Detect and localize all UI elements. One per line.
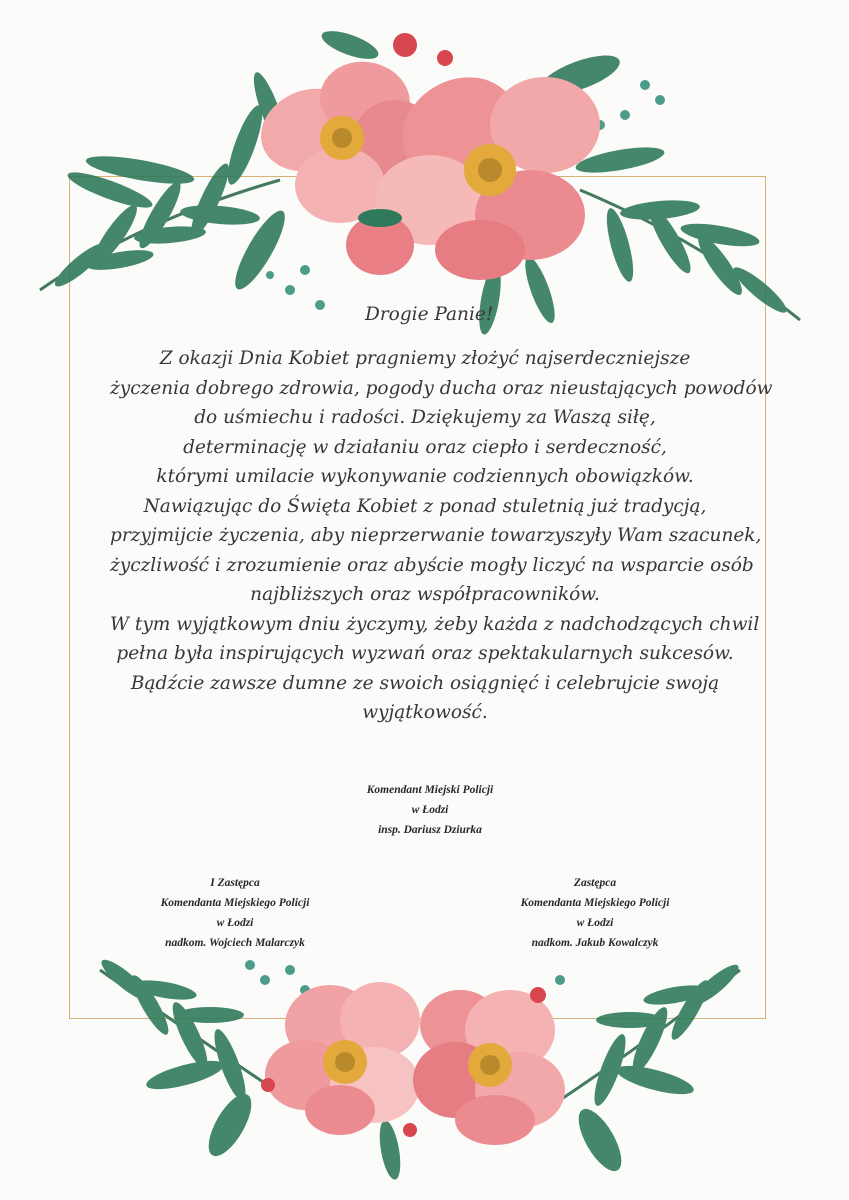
letter-line: do uśmiechu i radości. Dziękujemy za Waszą siłę, <box>194 407 656 428</box>
signature-deputy <box>495 873 695 953</box>
floral-top-decoration <box>20 20 820 340</box>
signature-line: Zastępca <box>573 877 617 889</box>
signature-line: Komendanta Miejskiego Policji <box>160 897 310 909</box>
letter-line: determinację w działaniu oraz ciepło i serdeczność, <box>183 436 667 458</box>
signature-line: w Łodzi <box>216 917 254 929</box>
signature-line: w Łodzi <box>411 804 449 816</box>
letter-line: pełna była inspirujących wyzwań oraz spektakularnych sukcesów. <box>116 643 734 664</box>
letter-line: Nawiązując do Święta Kobiet z ponad stuletnią już tradycją, <box>143 495 707 517</box>
signature-first-deputy <box>135 873 335 953</box>
letter-line: życzenia dobrego zdrowia, pogody ducha oraz nieustających powodów <box>110 377 773 399</box>
signature-line: I Zastępca <box>210 877 260 889</box>
letter-line: Bądźcie zawsze dumne ze swoich osiągnięć i celebrujcie swoją <box>130 672 720 694</box>
letter-line: którymi umilacie wykonywanie codziennych obowiązków. <box>156 466 694 487</box>
signature-line: Komendant Miejski Policji <box>366 784 494 796</box>
signature-line: nadkom. Jakub Kowalczyk <box>531 937 659 949</box>
greeting: Drogie Panie! <box>365 304 494 325</box>
letter-line: życzliwość i zrozumienie oraz abyście mogły liczyć na wsparcie osób <box>110 554 754 576</box>
signature-line: w Łodzi <box>576 917 614 929</box>
letter-line: przyjmijcie życzenia, aby nieprzerwanie towarzyszyły Wam szacunek, <box>110 525 762 546</box>
signature-commander <box>330 780 530 840</box>
signature-line: Komendanta Miejskiego Policji <box>520 897 670 909</box>
letter-text <box>110 344 773 728</box>
letter-line: W tym wyjątkowym dniu życzymy, żeby każda z nadchodzących chwil <box>110 613 760 635</box>
signature-line: nadkom. Wojciech Malarczyk <box>165 937 305 949</box>
letter-line: wyjątkowość. <box>362 702 488 723</box>
letter-line: najbliższych oraz współpracowników. <box>250 584 600 605</box>
signature-line: insp. Dariusz Dziurka <box>378 824 482 836</box>
floral-bottom-decoration <box>90 950 750 1190</box>
letter-line: Z okazji Dnia Kobiet pragniemy złożyć najserdeczniejsze <box>159 348 691 369</box>
